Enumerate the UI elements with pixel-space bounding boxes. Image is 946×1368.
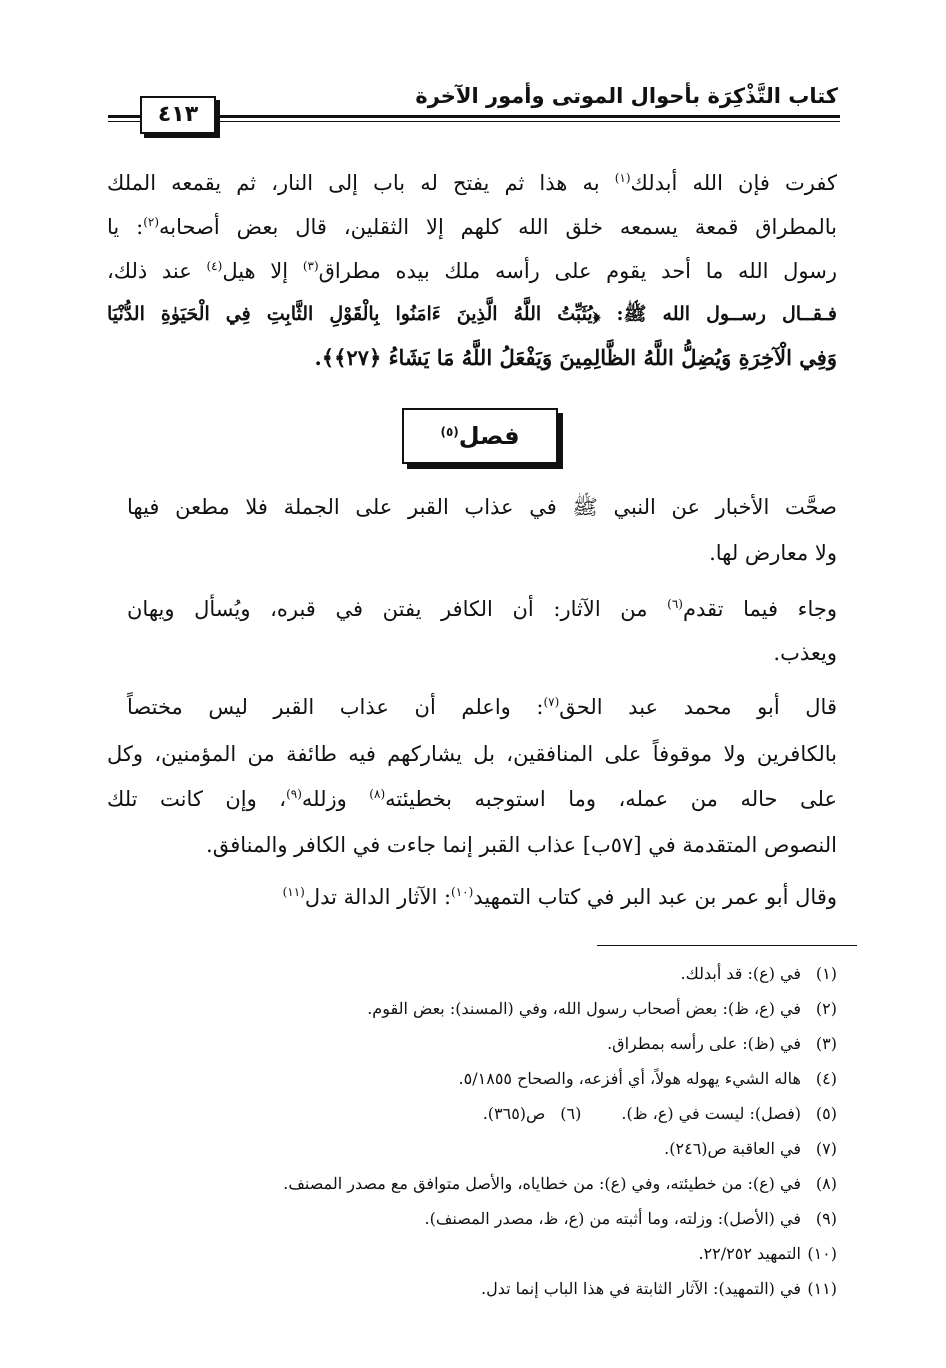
footnote-number: (٧) [815, 1139, 837, 1158]
footnote-ref: (٢) [143, 215, 160, 229]
running-title: كتاب التَّذْكِرَة بأحوال الموتى وأمور الآخرة [415, 84, 838, 108]
footnote [367, 997, 837, 1021]
footnote-text: في (ع): قد أبدلك. [680, 964, 801, 983]
text-run: عند ذلك، [107, 259, 207, 283]
text-line [127, 882, 837, 912]
footnote-text: في (التمهيد): الآثار الثابتة في هذا الباب إنما تدل. [481, 1279, 801, 1298]
footnote [698, 1242, 837, 1266]
footnote-text: في (ع): من خطيئته، وفي (ع): من خطاياه، والأصل متوافق مع مصدر المصنف. [283, 1174, 801, 1193]
text-run: على حاله من عمله، وما استوجبه بخطيئته [385, 787, 837, 811]
text-run: كفرت فإن الله أبدلك [630, 171, 837, 195]
footnote-ref: (٨) [369, 787, 386, 801]
footnote [283, 1172, 837, 1196]
footnote-number: (٥) [815, 1104, 837, 1123]
text-line [127, 692, 837, 722]
text-run: وجاء فيما تقدم [682, 597, 837, 621]
text-run: به هذا ثم يفتح له باب إلى النار، ثم يقمعه الملك [107, 171, 615, 195]
text-run: بالمطراق قمعة يسمعه خلق الله كلهم إلا الثقلين، قال بعض أصحابه [159, 215, 837, 239]
footnote-ref: (١١) [282, 885, 305, 899]
footnote-ref: (٧) [543, 695, 560, 709]
footnote-number: (٨) [815, 1174, 837, 1193]
text-run: : يا [107, 215, 144, 239]
text-line: النصوص المتقدمة في [٥٧ب] عذاب القبر إنما جاءت في الكافر والمنافق. [206, 833, 837, 857]
text-run: وقال أبو عمر بن عبد البر في كتاب التمهيد [473, 885, 837, 909]
text-run: : الآثار الدالة تدل [304, 885, 452, 909]
footnote-number: (٣) [815, 1034, 837, 1053]
text-line [107, 256, 837, 286]
header-rule-thick [108, 115, 840, 118]
footnote [459, 1067, 837, 1091]
footnote-text: في (ظ): على رأسه بمطراق. [607, 1034, 801, 1053]
text-run: قال أبو محمد عبد الحق [559, 695, 837, 719]
text-line: صحَّت الأخبار عن النبي ﷺ في عذاب القبر على الجملة فلا مطعن فيها [127, 495, 837, 519]
text-line: ويعذب. [773, 641, 837, 665]
footnote-ref: (١٠) [451, 885, 474, 899]
text-run: من الآثار: أن الكافر يفتن في قبره، ويُسأل ويهان [127, 597, 668, 621]
footnote-text: التمهيد ٢٢/٢٥٢. [698, 1244, 801, 1263]
footnote [483, 1102, 837, 1126]
footnote [481, 1277, 837, 1301]
footnote-ref: (٥) [440, 425, 459, 439]
footnote-text: هاله الشيء يهوله هولاً، أي أفزعه، والصحاح ٥/١٨٥٥. [458, 1069, 801, 1088]
footnote-text: (فصل): ليست في (ع، ظ). [621, 1104, 801, 1123]
text-run: إلا هيل [222, 259, 303, 283]
footnote [607, 1032, 837, 1056]
footnote [681, 962, 837, 986]
footnote-number: (١٠) [807, 1244, 837, 1263]
quran-line: فـقــال رســول الله ﷺ: ﴿يُثَبِّتُ اللَّهُ الَّذِينَ ءَامَنُوا بِالْقَوْلِ الثَّابِتِ فِي الْحَيَوٰةِ الدُّنْيَا [107, 303, 837, 325]
footnote-text: ص(٣٦٥). [482, 1104, 546, 1123]
footnote-text: في العاقبة ص(٢٤٦). [664, 1139, 801, 1158]
footnote-number: (٤) [815, 1069, 837, 1088]
section-heading [402, 408, 558, 464]
quran-line: وَفِي الْآخِرَةِ وَيُضِلُّ اللَّهُ الظَّالِمِينَ وَيَفْعَلُ اللَّهُ مَا يَشَاءُ ﴿٢٧﴾﴾. [314, 345, 837, 370]
text-line: بالكافرين ولا موقوفاً على المنافقين، بل يشاركهم فيه طائفة من المؤمنين، وكل [107, 742, 837, 766]
footnote-number: (٦) [560, 1104, 582, 1123]
text-line [107, 212, 837, 242]
footnote-number: (٩) [815, 1209, 837, 1228]
text-run: : واعلم أن عذاب القبر ليس مختصاً [127, 695, 544, 719]
text-line: ولا معارض لها. [709, 541, 837, 565]
footnote-ref: (٩) [286, 787, 302, 801]
text-line [107, 168, 837, 198]
footnote-number: (١١) [807, 1279, 837, 1298]
page-number: ٤١٣ [140, 96, 216, 134]
footnote-number: (٢) [815, 999, 837, 1018]
footnote-ref: (١) [614, 171, 631, 185]
footnote [664, 1137, 837, 1161]
footnote-text: في (ع، ظ): بعض أصحاب رسول الله، وفي (المسند): بعض القوم. [367, 999, 801, 1018]
text-run: وزلله [301, 787, 370, 811]
footnote-ref: (٣) [302, 259, 319, 273]
footnote-number: (١) [815, 964, 837, 983]
section-title: فصل [458, 422, 520, 450]
text-line [107, 784, 837, 814]
text-run: ، وإن كانت تلك [107, 787, 287, 811]
footnote-text: في (الأصل): وزلته، وما أثبته من (ع، ظ، مصدر المصنف). [424, 1209, 801, 1228]
footnote-ref: (٤) [206, 259, 223, 273]
header-rule-thin [108, 121, 840, 122]
text-line [127, 594, 837, 624]
text-run: رسول الله ما أحد يقوم على رأسه ملك بيده مطراق [318, 259, 837, 283]
footnote-separator [597, 945, 857, 946]
footnote-ref: (٦) [667, 597, 683, 611]
footnote [424, 1207, 837, 1231]
